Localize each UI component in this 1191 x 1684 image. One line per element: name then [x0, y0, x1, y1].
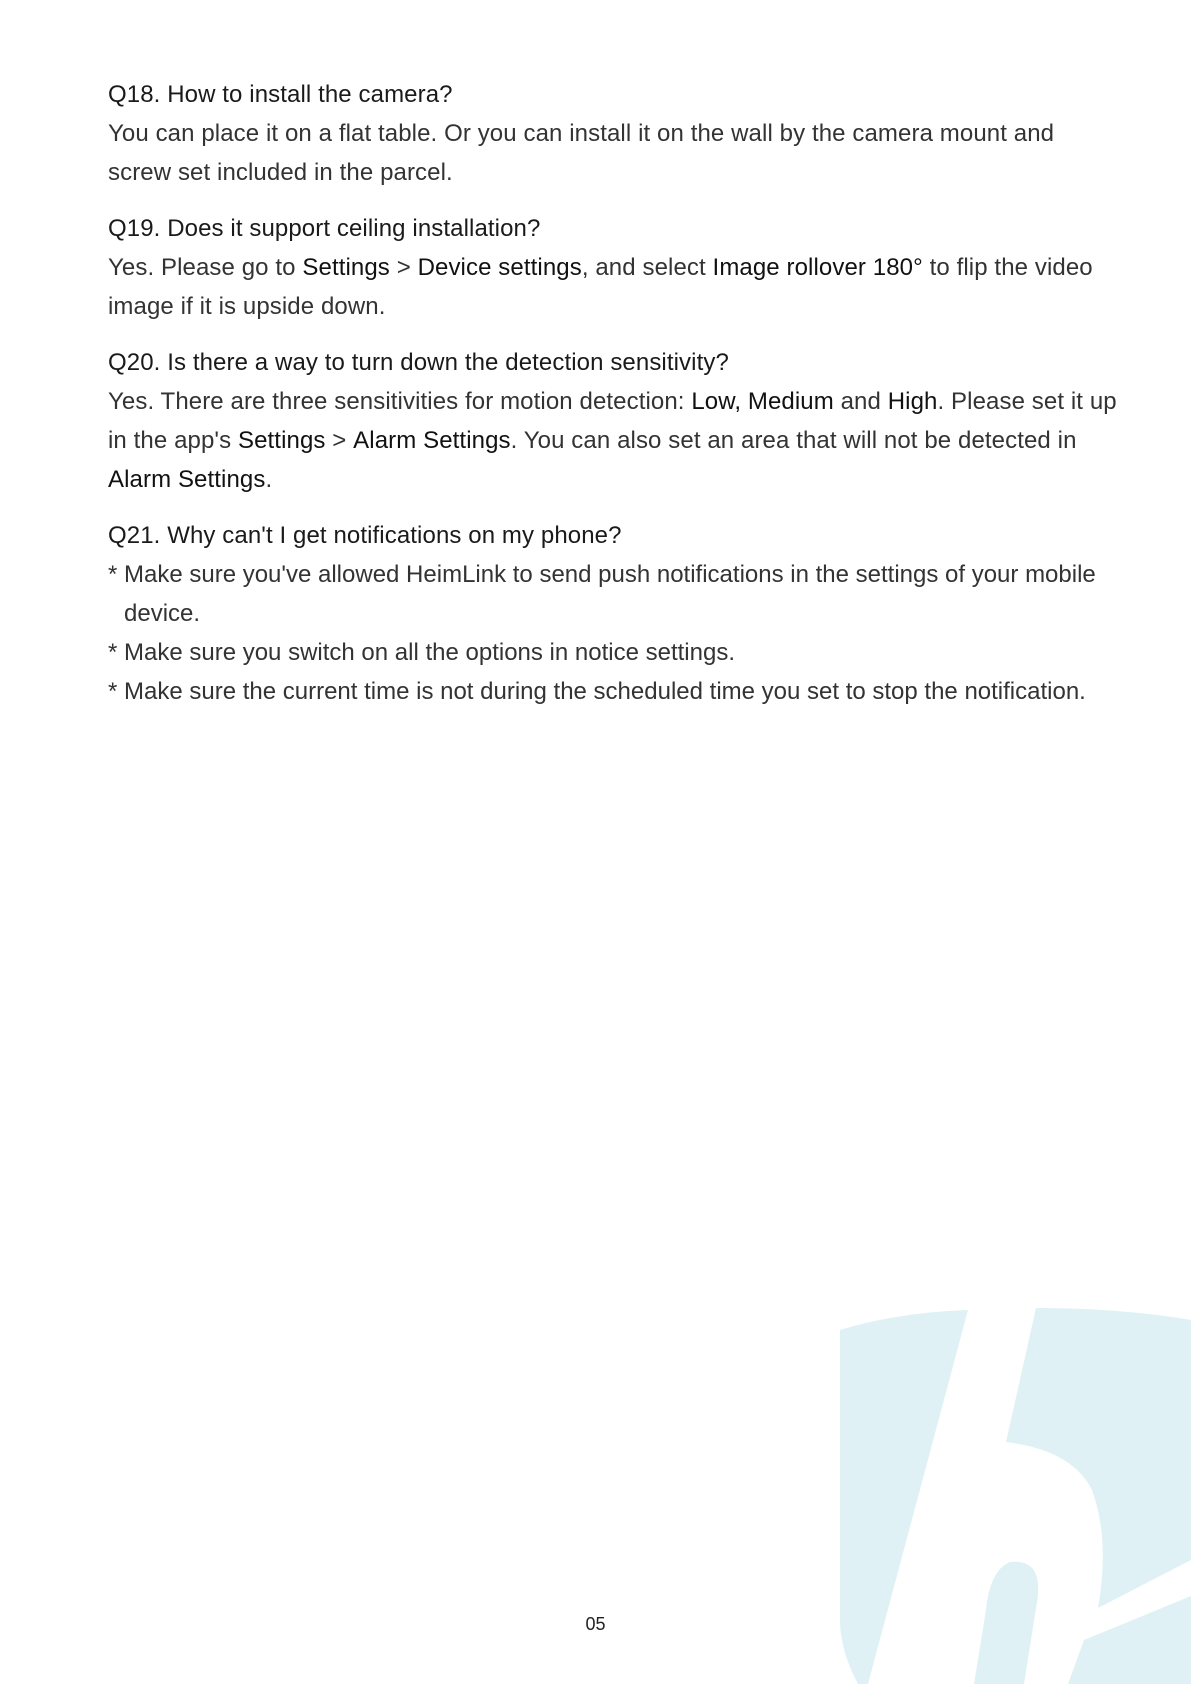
answer-text: , and select: [581, 254, 713, 281]
alarm-settings-term: Alarm Settings: [353, 427, 511, 454]
settings-term: Settings: [237, 427, 326, 454]
bullet-marker: *: [108, 561, 118, 588]
page-number: 05: [585, 1614, 606, 1634]
alarm-settings-term: Alarm Settings: [108, 466, 266, 493]
bullet-text: Make sure you switch on all the options in notice settings.: [124, 639, 735, 666]
faq-q20: [108, 344, 1118, 499]
answer-q18: You can place it on a flat table. Or you can install it on the wall by the camera mount and screw set included in the parcel.: [108, 120, 1055, 186]
device-settings-term: Device settings: [417, 254, 582, 281]
answer-text: Yes. There are three sensitivities for motion detection:: [108, 388, 692, 415]
low-medium-term: Low, Medium: [691, 388, 834, 415]
answer-text: . You can also set an area that will not be detected in: [510, 427, 1077, 454]
answer-q19: [108, 248, 1118, 326]
answer-text: and: [833, 388, 888, 415]
faq-q21: [108, 517, 1118, 711]
bullet-text: Make sure you've allowed HeimLink to send push notifications in the settings of your mobile device.: [124, 561, 1096, 627]
bullet-marker: *: [108, 639, 118, 666]
high-term: High: [887, 388, 938, 415]
question-q20: Q20. Is there a way to turn down the detection sensitivity?: [108, 349, 729, 376]
answer-text: >: [325, 427, 354, 454]
bullet-item: [108, 633, 1118, 672]
image-rollover-term: Image rollover 180°: [712, 254, 923, 281]
question-q19: Q19. Does it support ceiling installation?: [108, 215, 541, 242]
faq-q18: [108, 76, 1118, 192]
answer-text: Yes. Please go to: [108, 254, 303, 281]
bullet-item: [108, 672, 1118, 711]
bullet-marker: *: [108, 678, 118, 705]
bullet-text: Make sure the current time is not during the scheduled time you set to stop the notification.: [124, 678, 1086, 705]
question-q21: Q21. Why can't I get notifications on my phone?: [108, 522, 622, 549]
faq-q19: [108, 210, 1118, 326]
settings-term: Settings: [302, 254, 390, 281]
answer-text: to flip the video image if it is upside down.: [108, 254, 1093, 320]
answer-q20: [108, 382, 1118, 499]
answer-text: >: [389, 254, 418, 281]
question-q18: Q18. How to install the camera?: [108, 81, 453, 108]
faq-content: [108, 76, 1118, 729]
bullet-item: [108, 555, 1118, 633]
answer-text: .: [265, 466, 273, 493]
bullet-list: [108, 555, 1118, 711]
answer-text: . Please set it up in the app's: [108, 388, 1117, 454]
